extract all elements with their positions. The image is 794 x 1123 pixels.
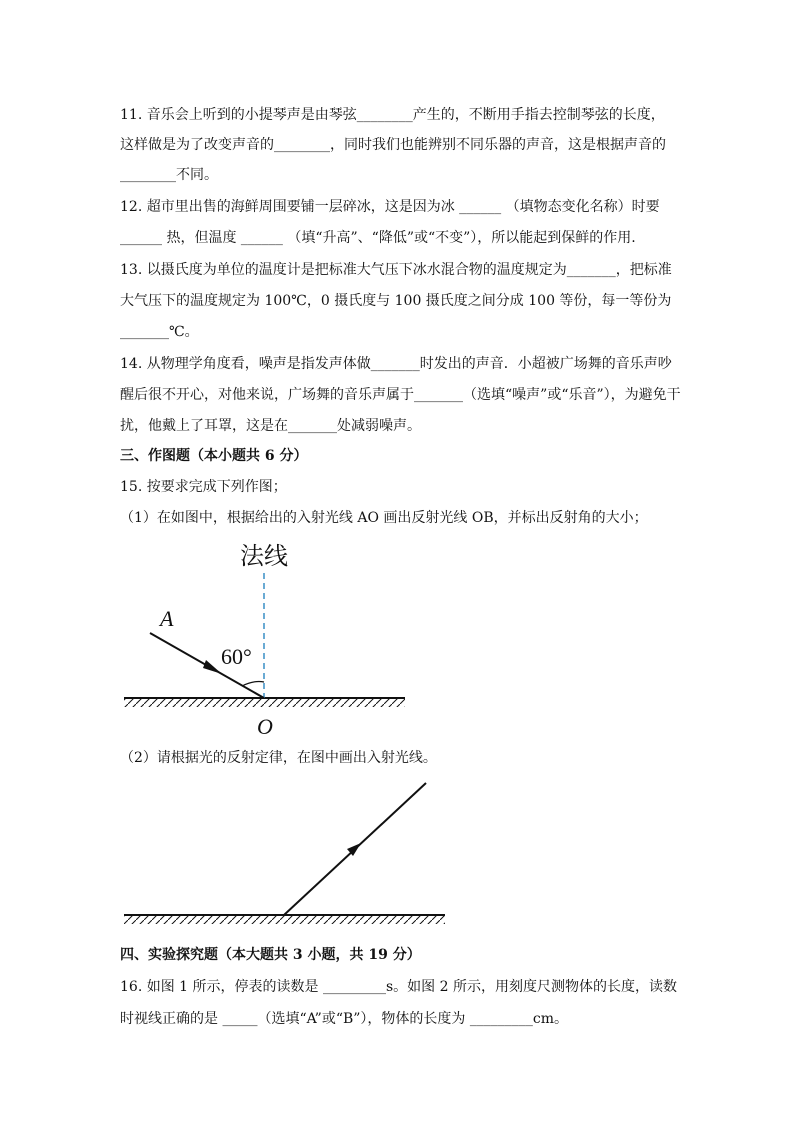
normal-label: 法线 — [240, 542, 288, 570]
q11-line-1: 11. 音乐会上听到的小提琴声是由琴弦________产生的，不断用手指去控制琴弦的长度， — [120, 107, 665, 123]
q13-line-3: _______℃。 — [120, 324, 199, 340]
mirror-hatching-2 — [124, 916, 445, 924]
q16-line-1: 16. 如图 1 所示，停表的读数是 _________s。如图 2 所示，用刻度尺测物体的长度，读数 — [120, 979, 677, 995]
q14-line-3: 扰，他戴上了耳罩，这是在_______处减弱噪声。 — [120, 418, 421, 434]
q12-line-2: ______ 热，但温度 ______ （填“升高”、“降低”或“不变”），所以能起到保鲜的作用. — [120, 230, 636, 246]
q12-line-1: 12. 超市里出售的海鲜周围要铺一层碎冰，这是因为冰 ______ （填物态变化名称）时要 — [120, 199, 660, 215]
q16-line-2: 时视线正确的是 _____（选填“A”或“B”），物体的长度为 _________cm。 — [120, 1011, 568, 1027]
q15-part-1: （1）在如图中，根据给出的入射光线 AO 画出反射光线 OB，并标出反射角的大小； — [120, 510, 648, 526]
angle-label: 60° — [221, 644, 252, 669]
q14-line-2: 醒后很不开心，对他来说，广场舞的音乐声属于_______（选填“噪声”或“乐音”），为避免干 — [120, 387, 681, 403]
q13-line-2: 大气压下的温度规定为 100℃，0 摄氏度与 100 摄氏度之间分成 100 等份，每一等份为 — [120, 293, 672, 309]
section-3-heading: 三、作图题（本小题共 6 分） — [120, 448, 308, 464]
q14-line-1: 14. 从物理学角度看，噪声是指发声体做_______时发出的声音．小超被广场舞的音乐声吵 — [120, 356, 672, 372]
q11-line-3: ________不同。 — [120, 167, 218, 183]
section-4-heading: 四、实验探究题（本大题共 3 小题，共 19 分） — [120, 947, 421, 963]
q11-line-2: 这样做是为了改变声音的________，同时我们也能辨别不同乐器的声音，这是根据声音的 — [120, 137, 666, 153]
q15-line-1: 15. 按要求完成下列作图； — [120, 479, 287, 495]
q13-line-1: 13. 以摄氏度为单位的温度计是把标准大气压下冰水混合物的温度规定为_______，把标准 — [120, 262, 672, 278]
point-label-O: O — [257, 714, 273, 739]
ray-label-A: A — [160, 606, 174, 631]
q15-part-2: （2）请根据光的反射定律，在图中画出入射光线。 — [120, 750, 437, 766]
